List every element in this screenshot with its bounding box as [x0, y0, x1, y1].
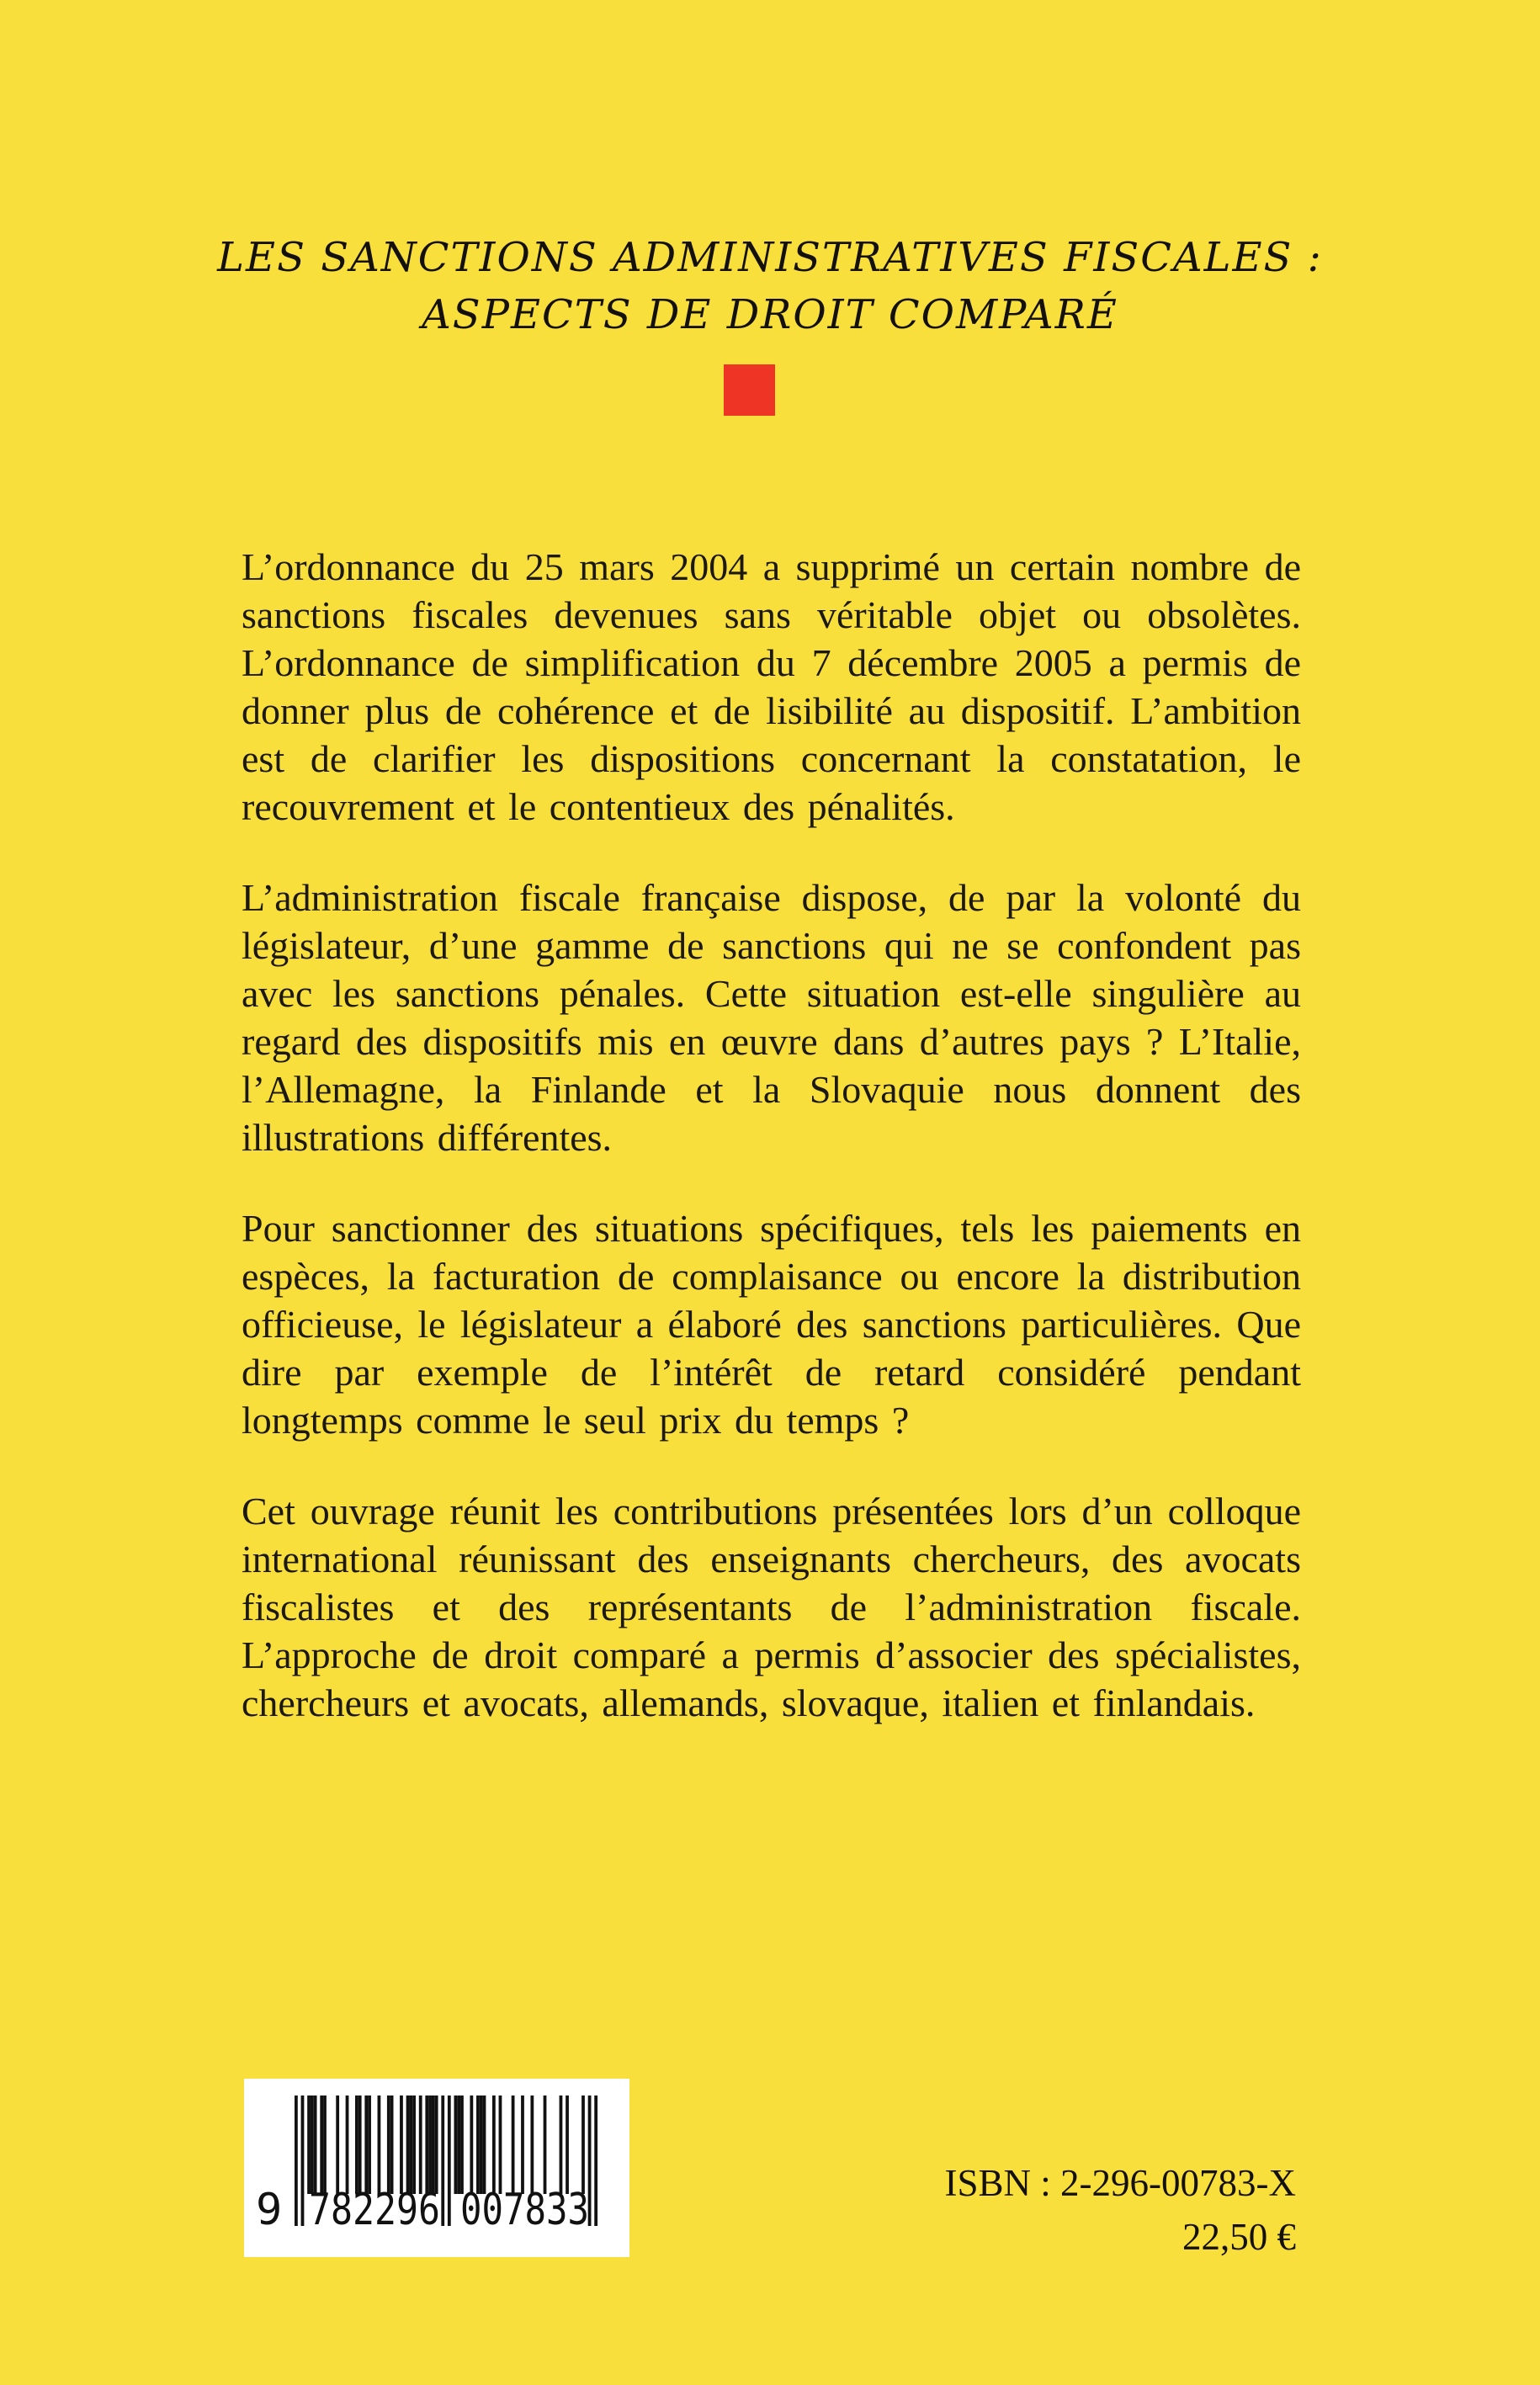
red-square-decoration	[724, 364, 775, 416]
svg-text:9: 9	[256, 2185, 283, 2235]
svg-text:782296: 782296	[309, 2185, 440, 2235]
back-cover-summary	[242, 543, 1301, 1770]
book-title-line-1: LES SANCTIONS ADMINISTRATIVES FISCALES :	[217, 234, 1323, 281]
isbn-text: ISBN : 2-296-00783-X	[944, 2162, 1296, 2204]
summary-paragraph-2: L’administration fiscale française dispose, de par la volonté du législateur, d’une gamme de sanctions qui ne se confondent pas avec les sanctions pénales. Cette situation est-elle singulière au regard des dispositifs mis en œuvre dans d’autres pays ? L’Italie, l’Allemagne, la Finlande et la Slovaquie nous donnent des illustrations différentes.	[242, 876, 1301, 1159]
ean13-barcode	[244, 2079, 629, 2257]
price-text: 22,50 €	[1182, 2216, 1296, 2258]
svg-text:007833: 007833	[460, 2185, 589, 2235]
barcode-bars	[244, 2079, 629, 2257]
book-title-line-2: ASPECTS DE DROIT COMPARÉ	[422, 291, 1118, 338]
book-title	[0, 229, 1540, 343]
summary-paragraph-4: Cet ouvrage réunit les contributions présentées lors d’un colloque international réunissant des enseignants chercheurs, des avocats fiscalistes et des représentants de l’administration fiscale. L’approche de droit comparé a permis d’associer des spécialistes, chercheurs et avocats, allemands, slovaque, italien et finlandais.	[242, 1490, 1301, 1724]
summary-paragraph-3: Pour sanctionner des situations spécifiques, tels les paiements en espèces, la facturation de complaisance ou encore la distribution officieuse, le législateur a élaboré des sanctions particulières. Que dire par exemple de l’intérêt de retard considéré pendant longtemps comme le seul prix du temps ?	[242, 1207, 1301, 1442]
isbn-price-block	[838, 2156, 1296, 2264]
summary-paragraph-1: L’ordonnance du 25 mars 2004 a supprimé un certain nombre de sanctions fiscales devenues sans véritable objet ou obsolètes. L’ordonnance de simplification du 7 décembre 2005 a permis de donner plus de cohérence et de lisibilité au dispositif. L’ambition est de clarifier les dispositions concernant la constatation, le recouvrement et le contentieux des pénalités.	[242, 545, 1301, 828]
